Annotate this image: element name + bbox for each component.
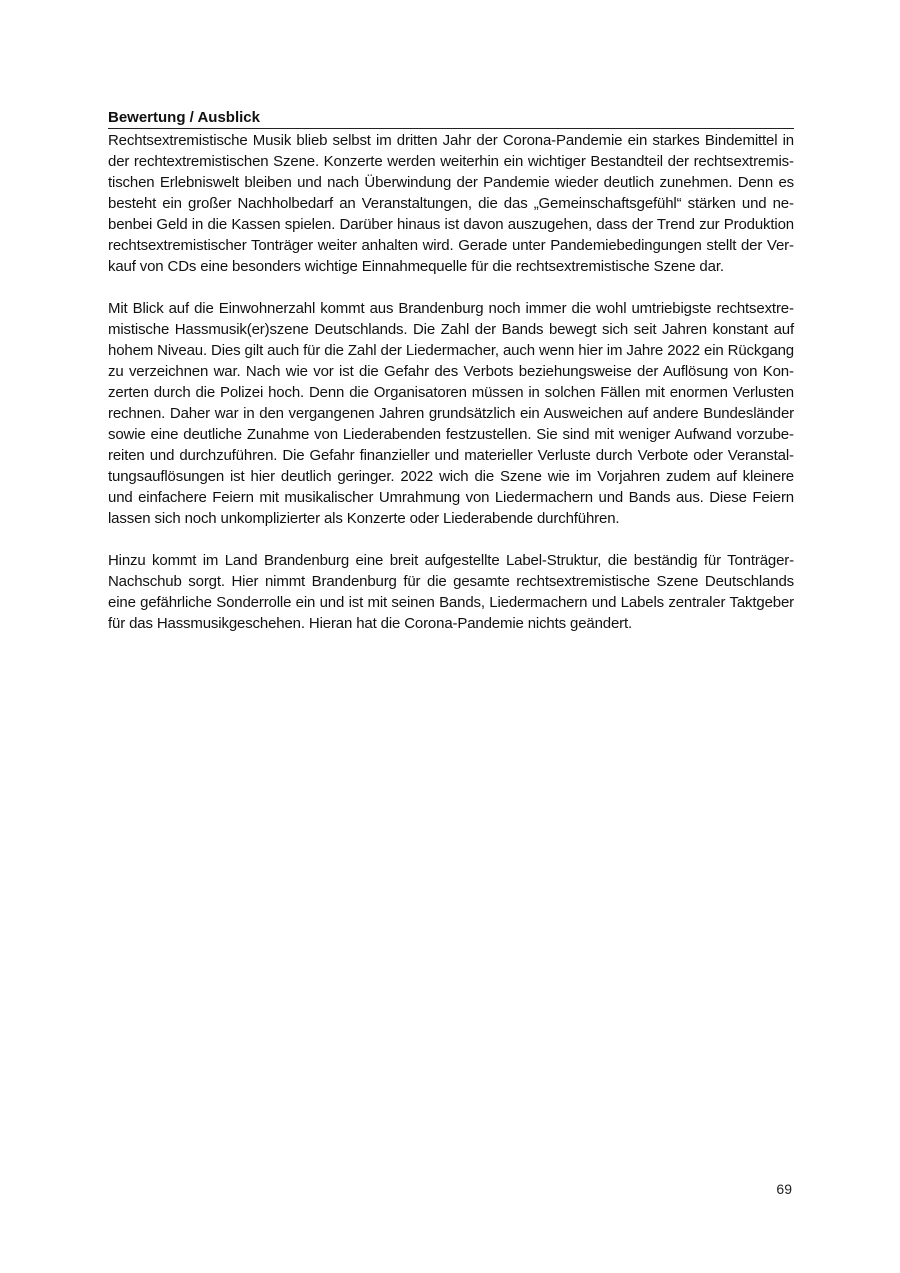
paragraph-3: Hinzu kommt im Land Brandenburg eine breit aufgestellte Label-Struktur, die beständig für Tonträger-Nachschub sorgt. Hier nimmt Brandenburg für die gesamte rechtsextremistische Szene Deutschlands eine gefährliche Sonderrolle ein und ist mit seinen Bands, Liedermachern und Labels zentraler Taktgeber für das Hassmusikgeschehen. Hieran hat die Corona-Pandemie nichts geändert. bbox=[108, 552, 794, 632]
page-number: 69 bbox=[776, 1181, 792, 1197]
paragraph-1: Rechtsextremistische Musik blieb selbst im dritten Jahr der Corona-Pandemie ein starkes Bindemittel in der rechtextremistischen Szene. Konzerte werden weiterhin ein wichtiger Bestandteil der rechtsextremistischen Erlebniswelt bleiben und nach Überwindung der Pandemie wieder deutlich zunehmen. Denn es besteht ein großer Nachholbedarf an Veranstaltungen, die das „Gemeinschaftsgefühl“ stärken und nebenbei Geld in die Kassen spielen. Darüber hinaus ist davon auszugehen, dass der Trend zur Produktion rechtsextremistischer Tonträger weiter anhalten wird. Gerade unter Pandemiebedingungen stellt der Verkauf von CDs eine besonders wichtige Einnahmequelle für die rechtsextremistische Szene dar. bbox=[108, 132, 794, 275]
section-bewertung-ausblick bbox=[108, 108, 794, 655]
section-heading: Bewertung / Ausblick bbox=[108, 108, 794, 129]
paragraph-2: Mit Blick auf die Einwohnerzahl kommt aus Brandenburg noch immer die wohl umtriebigste rechtsextremistische Hassmusik(er)szene Deutschlands. Die Zahl der Bands bewegt sich seit Jahren konstant auf hohem Niveau. Dies gilt auch für die Zahl der Liedermacher, auch wenn hier im Jahre 2022 ein Rückgang zu verzeichnen war. Nach wie vor ist die Gefahr des Verbots beziehungsweise der Auflösung von Konzerten durch die Polizei hoch. Denn die Organisatoren müssen in solchen Fällen mit enormen Verlusten rechnen. Daher war in den vergangenen Jahren grundsätzlich ein Ausweichen auf andere Bundesländer sowie eine deutliche Zunahme von Liederabenden festzustellen. Sie sind mit weniger Aufwand vorzubereiten und durchzuführen. Die Gefahr finanzieller und materieller Verluste durch Verbote oder Veranstaltungsauflösungen ist hier deutlich geringer. 2022 wich die Szene wie im Vorjahren zudem auf kleinere und einfachere Feiern mit musikalischer Umrahmung von Liedermachern und Bands aus. Diese Feiern lassen sich noch unkomplizierter als Konzerte oder Liederabende durchführen. bbox=[108, 300, 794, 527]
